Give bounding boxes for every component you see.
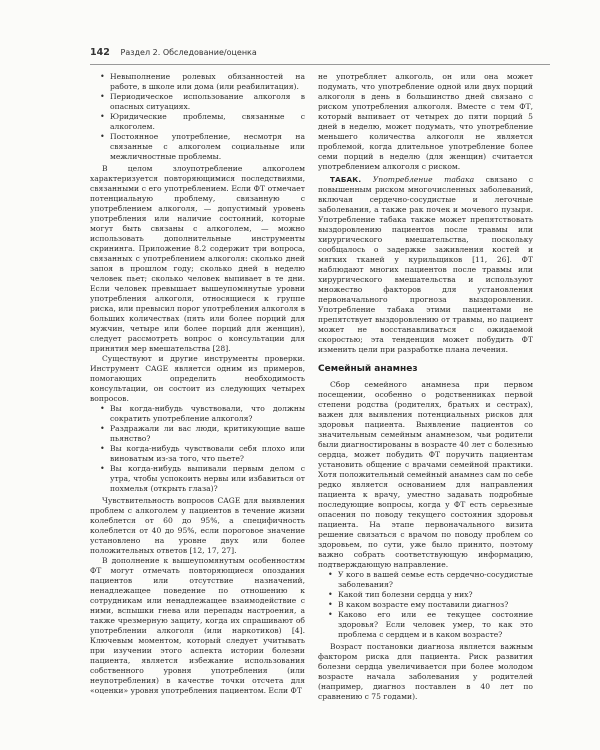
paragraph: Возраст постановки диагноза является важным фактором риска для пациента. Риск развития болезни сердца увеличивается при более молодом возрасте начала заболевания у родителей (например, диагноз поставлен в 40 лет по сравнению с 75 годами). — [318, 642, 533, 701]
list-item: • Вы когда-нибудь чувствовали себя плохо или виноватым из-за того, что пьете? — [110, 444, 305, 464]
tabak-paragraph — [318, 175, 533, 355]
paragraph: не употребляет алкоголь, он или она может подумать, что употребление одной или двух порций алкоголя в день в большинство дней связано с риском употребления алкоголя. Вместе с тем ФТ, который выпивает от четырех до пяти порций 5 дней в неделю, может подумать, что употребление меньшего количества алкоголя не является проблемой, когда длительное употребление более семи порций в неделю (для женщин) считается употреблением алкоголя с риском. — [318, 72, 533, 171]
list-item: • Вы когда-нибудь выпивали первым делом с утра, чтобы успокоить нервы или избавиться от похмелья (открыть глаза)? — [110, 464, 305, 494]
running-head: Раздел 2. Обследование/оценка — [120, 48, 257, 57]
list-item: • Постоянное употребление, несмотря на связанные с алкоголем социальные или межличностные проблемы. — [110, 132, 305, 162]
list-item: • Невыполнение ролевых обязанностей на работе, в школе или дома (или реабилитация). — [110, 72, 305, 92]
paragraph: В дополнение к вышеупомянутым особенностям ФТ могут отмечать повторяющиеся опоздания пациентов или отсутствие назначений, ненадлежащее поведение по отношению к сотрудникам или ненадлежащее взаимодействие с ними, вспышки гнева или перепады настроения, а также чрезмерную защиту, когда их спрашивают об употреблении алкоголя (или наркотиков) [4]. Ключевым моментом, который следует учитывать при изучении этого аспекта истории болезни пациента, является избежание использования собственного уровня употребления (или неупотребления) в качестве точки отсчета для «оценки» уровня употребления пациентом. Если ФТ — [90, 556, 305, 695]
list-item: • Юридические проблемы, связанные с алкоголем. — [110, 112, 305, 132]
section-title: Семейный анамнез — [318, 364, 418, 374]
header-rule — [90, 64, 550, 65]
list-item: • Вы когда-нибудь чувствовали, что должны сократить употребление алкоголя? — [110, 404, 305, 424]
paragraph: Существуют и другие инструменты проверки. Инструмент CAGE является одним из примеров, помогающих определить необходимость консультации, он состоит из следующих четырех вопросов. — [90, 354, 305, 403]
tabak-lead: ТАБАК. — [330, 175, 362, 184]
list-item: • Каково его или ее текущее состояние здоровья? Если человек умер, то как это проблема с сердцем и в каком возрасте? — [338, 610, 533, 640]
tabak-term: Употребление табака — [372, 175, 475, 184]
list-item: • Какой тип болезни сердца у них? — [338, 590, 533, 600]
right-column — [318, 72, 533, 702]
page-header — [90, 47, 550, 63]
paragraph: Чувствительность вопросов CAGE для выявления проблем с алкоголем у пациентов в течение жизни колеблется от 60 до 95%, а специфичность колеблется от 40 до 95%, если пороговое значение установлено на уровне двух или более положительных ответов [12, 17, 27]. — [90, 496, 305, 555]
cage-questions-list — [90, 404, 305, 494]
criteria-list — [90, 72, 305, 162]
tabak-text: связано с повышенным риском многочисленных заболеваний, включая сердечно-сосудистые и легочные заболевания, а также рак почек и мочевого пузыря. Употребление табака также может препятствовать выздоровлению пациентов после травмы или хирургического вмешательства, поскольку сообщалось о задержке заживления костей и мягких тканей у курильщиков [11, 26]. ФТ наблюдают многих пациентов после травмы или хирургического вмешательства и используют множество факторов для установления первоначального прогноза выздоровления. Употребление табака этими пациентами не препятствует выздоровлению от травмы, но пациент может не восстанавливаться с ожидаемой скоростью; эта тенденция может побудить ФТ изменить цели при разработке плана лечения. — [318, 175, 533, 354]
left-column — [90, 72, 305, 696]
paragraph: Сбор семейного анамнеза при первом посещении, особенно о родственниках первой степени родства (родителях, братьях и сестрах), важен для выявления потенциальных рисков для здоровья пациента. Выявление пациентов со значительным семейным анамнезом, чьи родители были диагностированы в возрасте 40 лет с болезнью сердца, может побудить ФТ поручить пациентам установить общение с врачами семейной практики. Хотя положительный семейный анамнез сам по себе редко является основанием для направления пациента к врачу, уместно задавать подробные последующие вопросы, когда у ФТ есть серьезные опасения по поводу текущего состояния здоровья пациента. На этапе первоначального визита решение связаться с врачом по поводу проблем со здоровьем, по сути, уже было принято, поэтому важно собрать соответствующую информацию, подтверждающую направление. — [318, 380, 533, 569]
list-item: • У кого в вашей семье есть сердечно-сосудистые заболевания? — [338, 570, 533, 590]
paragraph: В целом злоупотребление алкоголем характеризуется повторяющимися последствиями, связанными с его употреблением. Если ФТ отмечает потенциальную проблему, связанную с употреблением алкоголя, — допустимый уровень употребления или наличие состояний, которые могут быть связаны с алкоголем, — можно использовать дополнительные инструменты скрининга. Приложение 8.2 содержит три вопроса, связанных с употреблением алкоголя: сколько дней запоя в прошлом году; сколько дней в неделю человек пьет; сколько человек выпивает в те дни. Если человек превышает вышеупомянутые уровни употребления алкоголя, относящиеся к группе риска, или превысил порог употребления алкоголя в больших количествах (пять или более порций для мужчин, четыре или более порций для женщин), следует рассмотреть вопрос о консультации для принятия мер вмешательства [28]. — [90, 164, 305, 353]
list-item: • Периодическое использование алкоголя в опасных ситуациях. — [110, 92, 305, 112]
list-item: • В каком возрасте ему поставили диагноз? — [338, 600, 533, 610]
page-number: 142 — [90, 47, 110, 58]
family-questions-list — [318, 570, 533, 640]
list-item: • Раздражали ли вас люди, критикующие ваше пьянство? — [110, 424, 305, 444]
